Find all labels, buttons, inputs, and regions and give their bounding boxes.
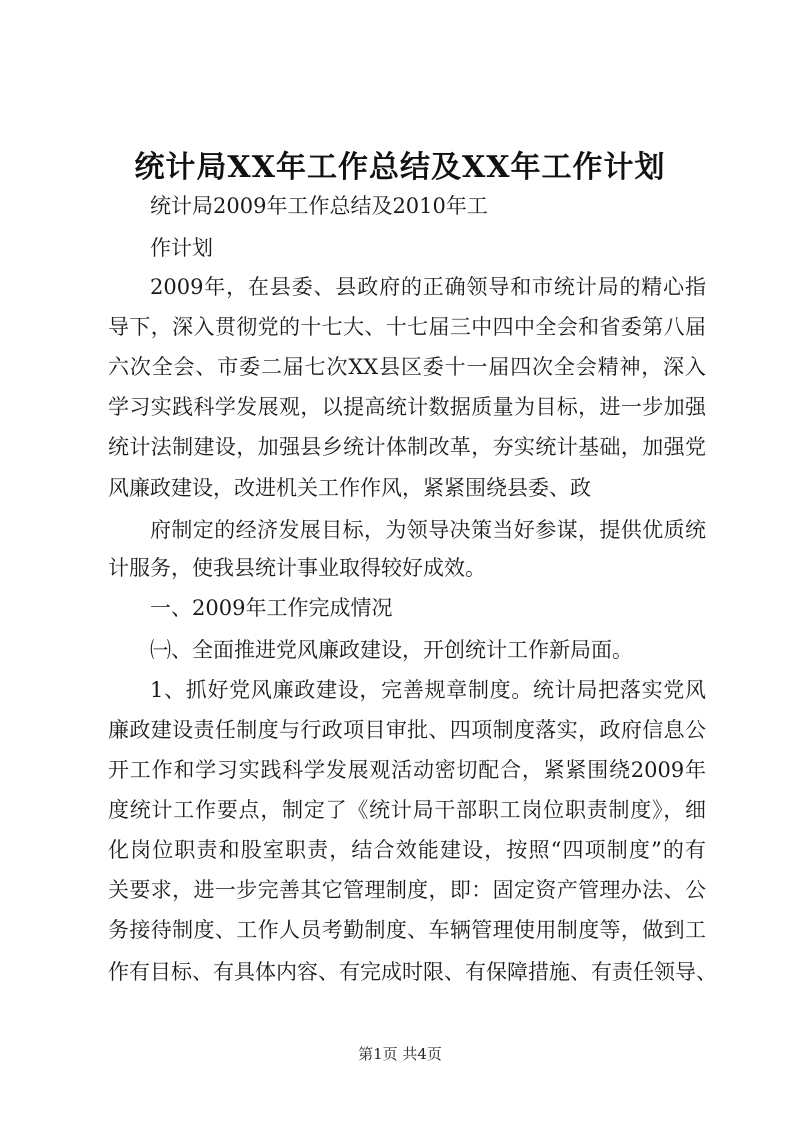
body-line: 六次全会、市委二届七次XX县区委十一届四次全会精神，深入	[108, 355, 706, 379]
body-line: 廉政建设责任制度与行政项目审批、四项制度落实，政府信息公	[108, 718, 706, 742]
subtitle-line: 作计划	[150, 236, 213, 260]
body-line: 关要求，进一步完善其它管理制度，即：固定资产管理办法、公	[108, 878, 706, 902]
body-line: 导下，深入贯彻党的十七大、十七届三中四中全会和省委第八届	[108, 315, 706, 339]
body-line: 府制定的经济发展目标，为领导决策当好参谋，提供优质统	[150, 518, 706, 542]
body-line: 1、抓好党风廉政建设，完善规章制度。统计局把落实党风	[150, 678, 706, 702]
section-heading: 一、2009年工作完成情况	[150, 596, 393, 620]
body-line: 计服务，使我县统计事业取得较好成效。	[108, 556, 486, 580]
body-line: 风廉政建设，改进机关工作作风，紧紧围绕县委、政	[108, 476, 591, 500]
body-line: 2009年，在县委、县政府的正确领导和市统计局的精心指	[150, 275, 706, 299]
body-line: 务接待制度、工作人员考勤制度、车辆管理使用制度等，做到工	[108, 918, 706, 942]
document-title: 统计局XX年工作总结及XX年工作计划	[134, 150, 666, 185]
subsection-heading: ㈠、全面推进党风廉政建设，开创统计工作新局面。	[150, 638, 633, 662]
body-line: 统计法制建设，加强县乡统计体制改革，夯实统计基础，加强党	[108, 435, 706, 459]
body-line: 学习实践科学发展观，以提高统计数据质量为目标，进一步加强	[108, 395, 706, 419]
body-line: 度统计工作要点，制定了《统计局干部职工岗位职责制度》，细	[108, 798, 706, 822]
body-line: 化岗位职责和股室职责，结合效能建设，按照“四项制度”的有	[108, 838, 706, 862]
page-number-footer: 第1页 共4页	[358, 1045, 442, 1063]
body-line: 作有目标、有具体内容、有完成时限、有保障措施、有责任领导、	[108, 960, 717, 984]
body-line: 开工作和学习实践科学发展观活动密切配合，紧紧围绕2009年	[108, 758, 706, 782]
subtitle-line: 统计局2009年工作总结及2010年工	[150, 194, 488, 218]
